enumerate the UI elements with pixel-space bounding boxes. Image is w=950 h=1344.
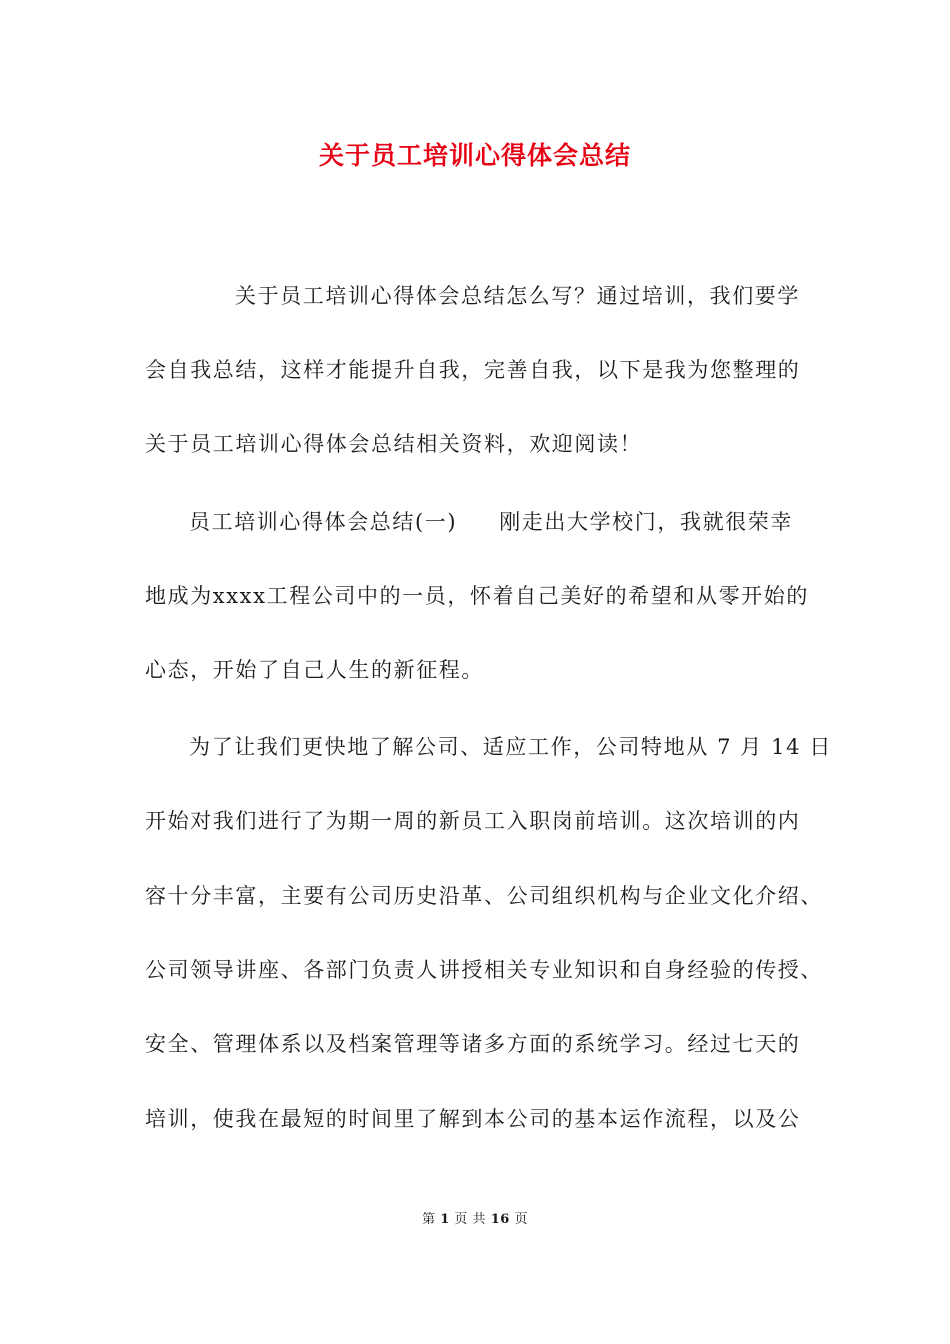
page-footer — [0, 1208, 950, 1227]
document-title: 关于员工培训心得体会总结 — [318, 141, 631, 170]
footer-total-pages: 16 — [490, 1212, 510, 1227]
paragraph-line: 公司领导讲座、各部门负责人讲授相关专业知识和自身经验的传授、 — [145, 958, 823, 982]
section-text: 刚走出大学校门，我就很荣幸 — [499, 510, 793, 534]
footer-page-word: 页 — [454, 1212, 468, 1227]
footer-suffix: 页 — [514, 1212, 528, 1227]
paragraph-line: 培训，使我在最短的时间里了解到本公司的基本运作流程，以及公 — [145, 1107, 801, 1131]
footer-prefix: 第 — [422, 1212, 436, 1227]
footer-total-word: 共 — [472, 1212, 487, 1227]
paragraph-line: 关于员工培训心得体会总结相关资料，欢迎阅读！ — [145, 432, 643, 456]
paragraph-line: 容十分丰富，主要有公司历史沿革、公司组织机构与企业文化介绍、 — [145, 884, 823, 908]
paragraph-line: 开始对我们进行了为期一周的新员工入职岗前培训。这次培训的内 — [145, 809, 801, 833]
paragraph-line — [189, 506, 793, 536]
section-heading: 员工培训心得体会总结(一) — [189, 510, 458, 534]
paragraph-line: 心态，开始了自己人生的新征程。 — [145, 658, 484, 682]
footer-current-page: 1 — [440, 1212, 450, 1227]
paragraph-line: 为了让我们更快地了解公司、适应工作，公司特地从 7 月 14 日 — [189, 735, 832, 759]
paragraph-line: 安全、管理体系以及档案管理等诸多方面的系统学习。经过七天的 — [145, 1032, 801, 1056]
paragraph-line: 关于员工培训心得体会总结怎么写？通过培训，我们要学 — [235, 284, 800, 308]
paragraph-line: 地成为xxxx工程公司中的一员，怀着自己美好的希望和从零开始的 — [145, 584, 809, 608]
paragraph-line: 会自我总结，这样才能提升自我，完善自我，以下是我为您整理的 — [145, 358, 801, 382]
